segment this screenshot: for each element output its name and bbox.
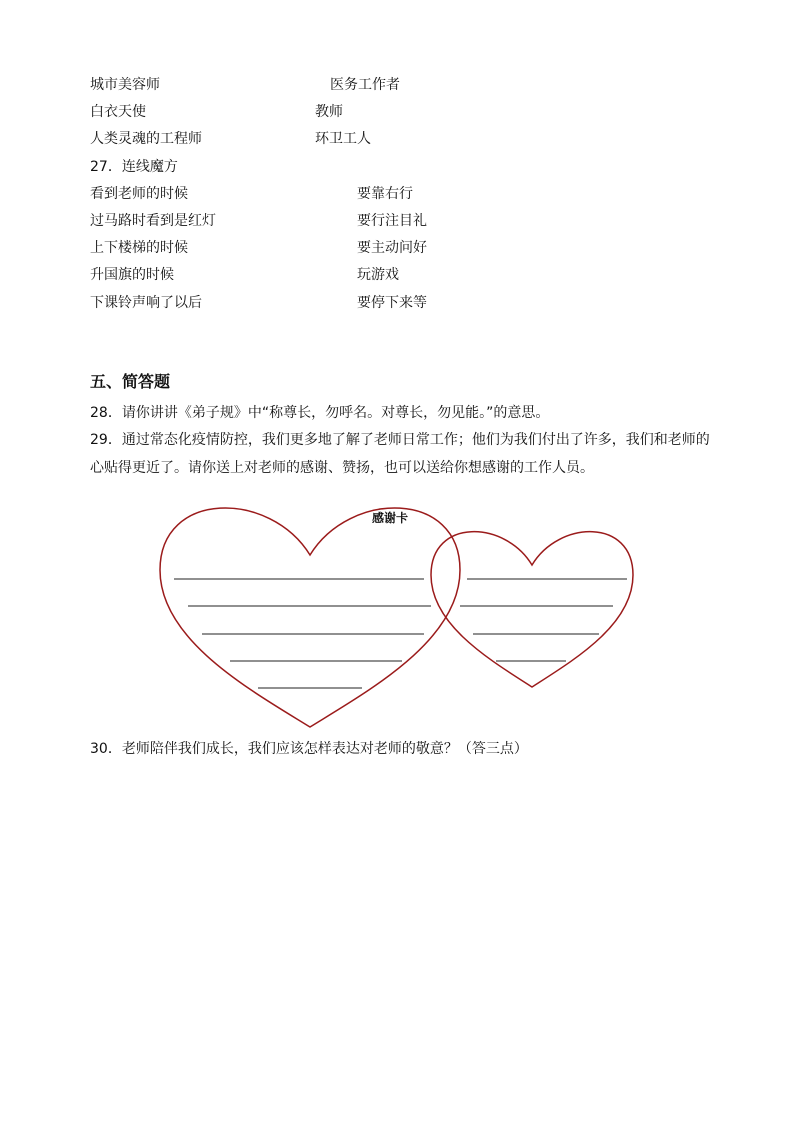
q29-text-line2: 心贴得更近了。请你送上对老师的感谢、赞扬，也可以送给你想感谢的工作人员。 <box>90 460 594 476</box>
card-title: 感谢卡 <box>371 511 408 525</box>
q27-right-5: 要停下来等 <box>357 295 427 311</box>
match26-right-2: 教师 <box>315 104 343 120</box>
q27-left-1: 看到老师的时候 <box>90 186 188 202</box>
q27-right-3: 要主动问好 <box>357 240 427 256</box>
q27-title: 27．连线魔方 <box>90 159 178 175</box>
match26-left-1: 城市美容师 <box>90 77 160 93</box>
match26-left-3: 人类灵魂的工程师 <box>90 131 202 147</box>
small-heart-outline <box>431 532 633 687</box>
q27-right-4: 玩游戏 <box>357 267 399 283</box>
q27-left-2: 过马路时看到是红灯 <box>90 213 216 229</box>
q28-text: 28．请你讲讲《弟子规》中“称尊长，勿呼名。对尊长，勿见能。”的意思。 <box>90 405 550 421</box>
q27-right-2: 要行注目礼 <box>357 213 427 229</box>
q27-left-5: 下课铃声响了以后 <box>90 295 202 311</box>
q30-text: 30．老师陪伴我们成长，我们应该怎样表达对老师的敬意？（答三点） <box>90 741 528 757</box>
match26-right-3: 环卫工人 <box>315 131 371 147</box>
q27-left-3: 上下楼梯的时候 <box>90 240 188 256</box>
q27-left-4: 升国旗的时候 <box>90 267 174 283</box>
match26-left-2: 白衣天使 <box>90 104 146 120</box>
match26-right-1: 医务工作者 <box>330 77 400 93</box>
section-title: 五、简答题 <box>90 372 171 391</box>
q27-right-1: 要靠右行 <box>357 186 413 202</box>
large-heart-outline <box>160 508 460 727</box>
q29-text-line1: 29．通过常态化疫情防控，我们更多地了解了老师日常工作；他们为我们付出了许多，我们和老师的 <box>90 432 710 448</box>
